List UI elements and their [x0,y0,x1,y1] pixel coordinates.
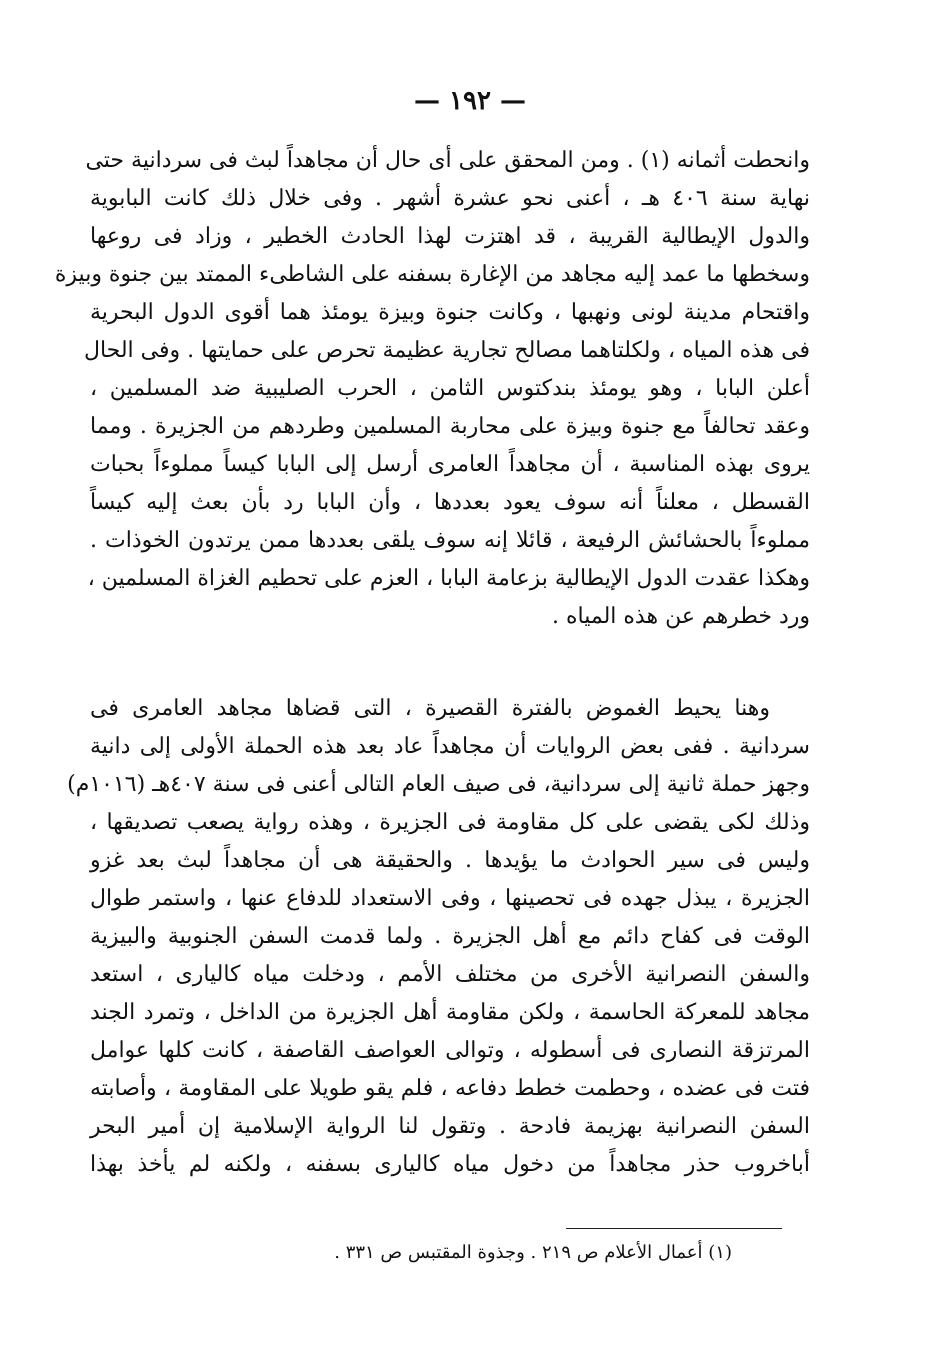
text-line: الوقت فى كفاح دائم مع أهل الجزيرة . ولما قدمت السفن الجنوبية والبيزية [90,924,810,949]
text-line: والدول الإيطالية القريبة ، قد اهتزت لهذا الحادث الخطير ، وزاد فى روعها [90,224,810,249]
paragraph-1 [54,142,810,636]
text-line: أباخروب حذر مجاهداً من دخول مياه كاليارى بسفنه ، ولكنه لم يأخذ بهذا [90,1152,810,1177]
text-line: وانحطت أثمانه (١) . ومن المحقق على أى حال أن مجاهداً لبث فى سردانية حتى [85,148,810,173]
text-line: ورد خطرهم عن هذه المياه . [552,604,810,629]
text-line: أعلن البابا ، وهو يومئذ بندكتوس الثامن ، الحرب الصليبية ضد المسلمين ، [90,376,810,401]
text-line: مجاهد للمعركة الحاسمة ، ولكن مقاومة أهل الجزيرة من الداخل ، وتمرد الجند [90,1000,810,1025]
page-number: — ١٩٢ — [413,86,527,116]
text-line: وذلك لكى يقضى على كل مقاومة فى الجزيرة ، وهذه رواية يصعب تصديقها ، [90,810,810,835]
text-line: القسطل ، معلناً أنه سوف يعود بعددها ، وأن البابا رد بأن بعث إليه كيساً [90,490,810,515]
text-line: وليس فى سير الحوادث ما يؤيدها . والحقيقة هى أن مجاهداً لبث بعد غزو [90,848,810,873]
footnote-divider [566,1228,782,1229]
text-line: الجزيرة ، يبذل جهده فى تحصينها ، وفى الاستعداد للدفاع عنها ، واستمر طوال [90,886,810,911]
text-line: واقتحام مدينة لونى ونهبها ، وكانت جنوة وبيزة يومئذ هما أقوى الدول البحرية [90,300,810,325]
text-line: وسخطها ما عمد إليه مجاهد من الإغارة بسفنه على الشاطىء الممتد بين جنوة وبيزة [54,262,810,287]
text-line: وهنا يحيط الغموض بالفترة القصيرة ، التى قضاها مجاهد العامرى فى [90,696,770,721]
paragraph-2 [67,690,810,1184]
text-line: فتت فى عضده ، وحطمت خطط دفاعه ، فلم يقو طويلا على المقاومة ، وأصابته [90,1076,810,1101]
text-line: وعقد تحالفاً مع جنوة وبيزة على محاربة المسلمين وطردهم من الجزيرة . ومما [90,414,810,439]
text-line: فى هذه المياه ، ولكلتاهما مصالح تجارية عظيمة تحرص على حمايتها . وفى الحال [83,338,810,363]
text-line: والسفن النصرانية الأخرى من مختلف الأمم ، ودخلت مياه كاليارى ، استعد [90,962,810,987]
text-line: المرتزقة النصارى فى أسطوله ، وتوالى العواصف القاصفة ، كانت كلها عوامل [90,1038,810,1063]
text-line: السفن النصرانية بهزيمة فادحة . وتقول لنا الرواية الإسلامية إن أمير البحر [90,1114,810,1139]
text-line: مملوءاً بالحشائش الرفيعة ، قائلا إنه سوف يلقى بعددها ممن يرتدون الخوذات . [90,528,810,553]
text-line: نهاية سنة ٤٠٦ هـ ، أعنى نحو عشرة أشهر . وفى خلال ذلك كانت البابوية [90,186,810,211]
text-line: سردانية . ففى بعض الروايات أن مجاهداً عاد بعد هذه الحملة الأولى إلى دانية [90,734,810,759]
footnote: (١) أعمال الأعلام ص ٢١٩ . وجذوة المقتبس ص ٣٣١ . [334,1242,732,1263]
text-line: وهكذا عقدت الدول الإيطالية بزعامة البابا ، العزم على تحطيم الغزاة المسلمين ، [87,566,810,591]
text-line: وجهز حملة ثانية إلى سردانية، فى صيف العام التالى أعنى فى سنة ٤٠٧هـ (١٠١٦م) [67,772,810,797]
text-line: يروى بهذه المناسبة ، أن مجاهداً العامرى أرسل إلى البابا كيساً مملوءاً بحبات [90,452,810,477]
